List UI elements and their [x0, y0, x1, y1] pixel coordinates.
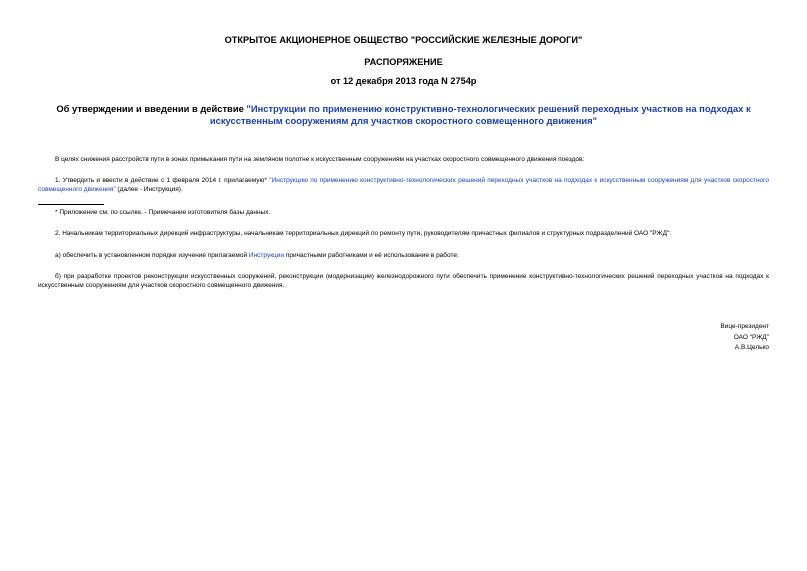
document-date: от 12 декабря 2013 года N 2754р — [330, 76, 477, 86]
item-2a-paragraph — [38, 251, 769, 260]
item-2-paragraph: 2. Начальникам территориальных дирекций инфраструктуры, начальникам территориальных дирекций по ремонту пути, руководителям причастных филиалов и структурных подразделений ОАО "РЖД": — [55, 230, 672, 237]
item-2b-paragraph: б) при разработке проектов реконструкции искусственных сооружений, реконструкции (модернизации) железнодорожного пути обеспечить применение конструктивно-технологических решений переходных участков на подходах к искусственным сооружениям для участков скоростного совмещенного движения. — [38, 273, 769, 289]
intro-paragraph: В целях снижения расстройств пути в зонах примыкания пути на земляном полотне к искусственным сооружениям на участках скоростного совмещенного движения поездов: — [55, 156, 585, 163]
document-title — [36, 103, 771, 127]
title-instruction-link[interactable]: "Инструкции по применению конструктивно-технологических решений переходных участков на подходах к искусственным сооружениям для участков скоростного совмещенного движения" — [209, 103, 751, 126]
item-1-paragraph — [38, 176, 769, 194]
item-2a-suffix: причастными работниками и её использование в работе; — [284, 252, 459, 259]
title-prefix: Об утверждении и введении в действие — [56, 103, 247, 114]
organization-name: ОТКРЫТОЕ АКЦИОНЕРНОЕ ОБЩЕСТВО "РОССИЙСКИЕ ЖЕЛЕЗНЫЕ ДОРОГИ" — [224, 35, 583, 45]
signature-company: ОАО "РЖД" — [733, 333, 769, 341]
footnote: * Приложение см. по ссылке. - Примечание изготовителя базы данных. — [55, 209, 271, 216]
item-2a-instruction-link[interactable]: Инструкции — [248, 252, 285, 259]
footnote-divider — [38, 204, 104, 205]
item-2a-prefix: а) обеспечить в установленном порядке изучение прилагаемой — [55, 252, 249, 259]
item-1-suffix: (далее - Инструкция). — [115, 186, 183, 193]
signature-name: А.В.Целько — [734, 344, 769, 351]
signature-position: Вице-президент — [720, 323, 769, 330]
document-type: РАСПОРЯЖЕНИЕ — [364, 57, 443, 67]
item-1-prefix: 1. Утвердить и ввести в действие с 1 февраля 2014 г. прилагаемую* — [55, 177, 270, 184]
item-1-instruction-link[interactable]: "Инструкцию по применению конструктивно-технологических решений переходных участков на подходах к искусственным сооружениям для участков скоростного совмещенного движения" — [38, 177, 770, 193]
signature-block — [720, 322, 769, 354]
